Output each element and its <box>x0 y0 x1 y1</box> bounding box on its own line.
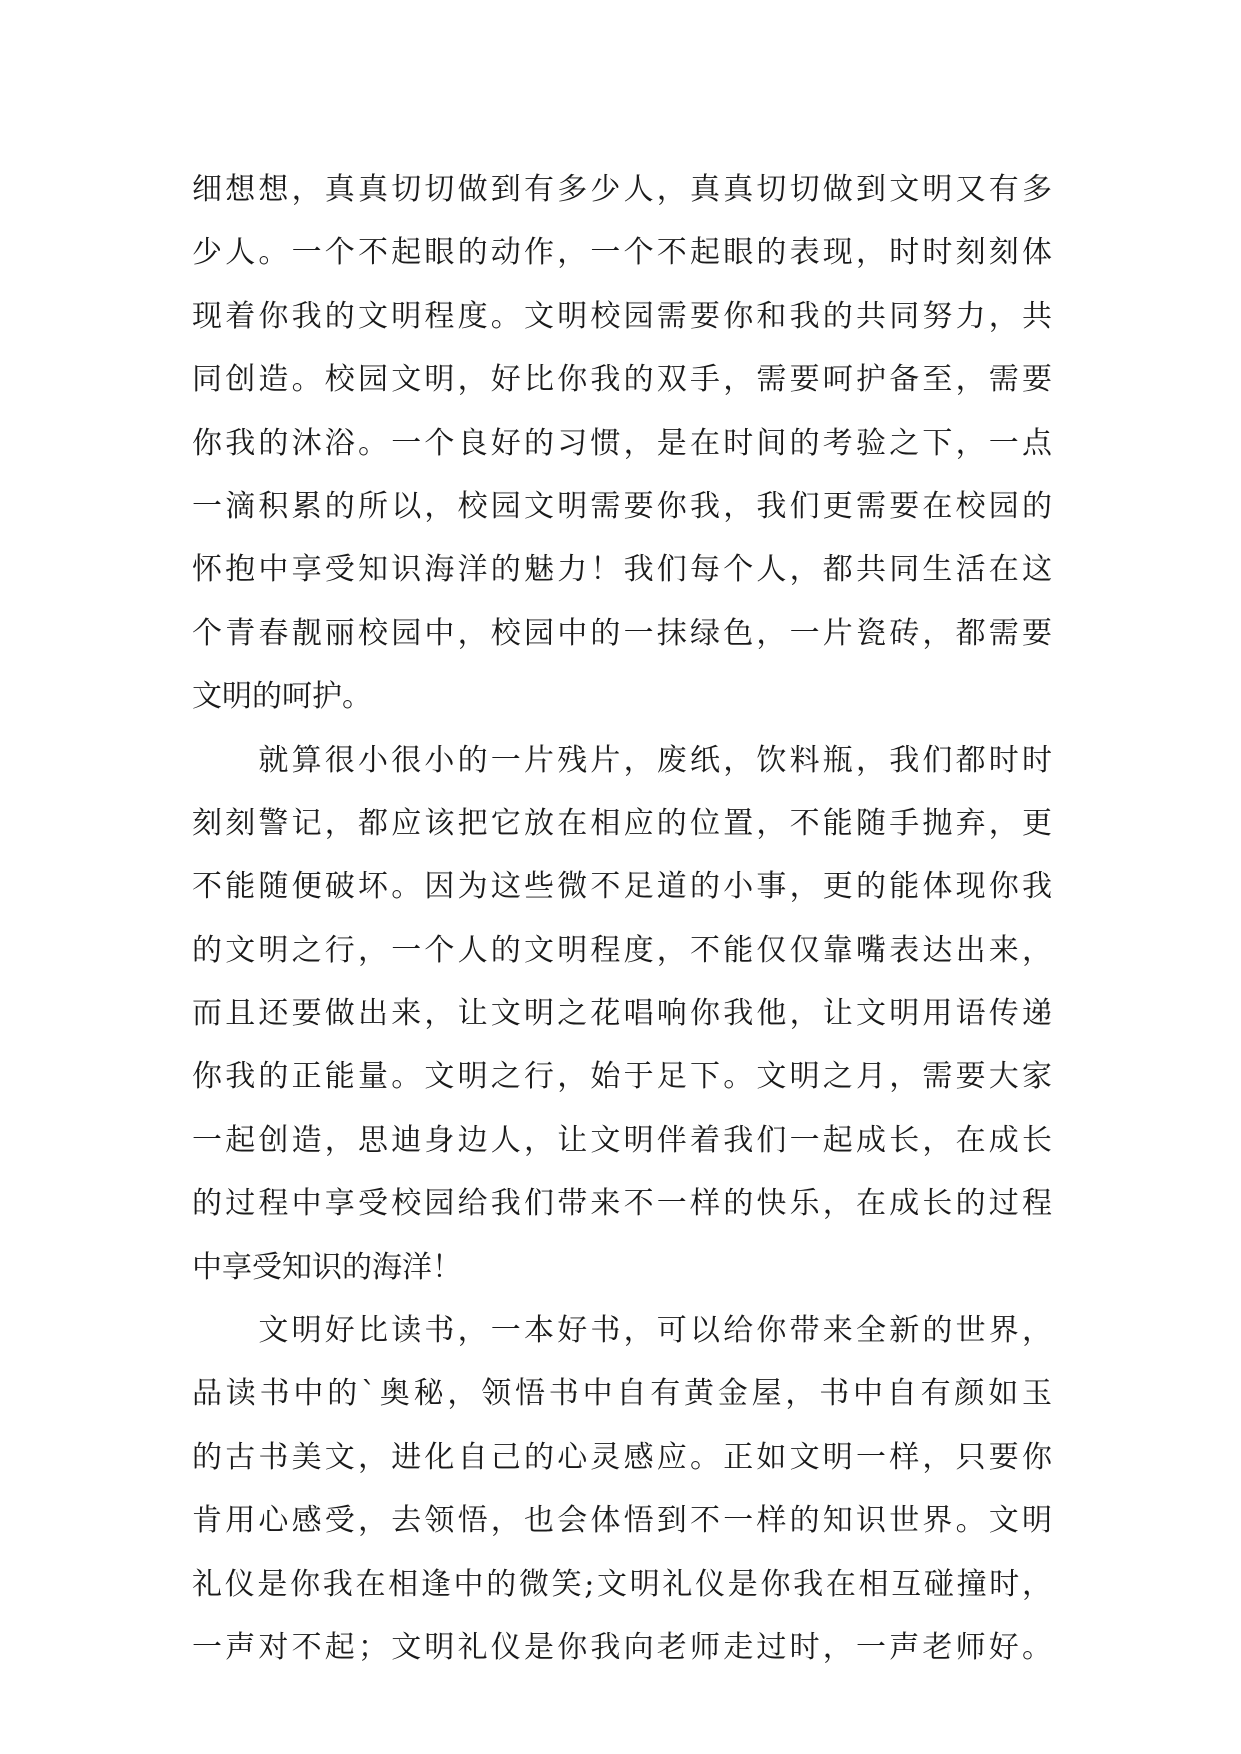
paragraph-2 <box>192 729 1052 1300</box>
text-line: 一滴积累的所以，校园文明需要你我，我们更需要在校园的 <box>192 488 1052 524</box>
text-line: 品读书中的`奥秘，领悟书中自有黄金屋，书中自有颜如玉 <box>192 1376 1052 1412</box>
text-line: 刻刻警记，都应该把它放在相应的位置，不能随手抛弃，更 <box>192 805 1052 841</box>
text-line: 就算很小很小的一片残片，废纸，饮料瓶，我们都时时 <box>192 742 1052 778</box>
text-line: 不能随便破坏。因为这些微不足道的小事，更的能体现你我 <box>192 869 1052 905</box>
text-line: 个青春靓丽校园中，校园中的一抹绿色，一片瓷砖，都需要 <box>192 615 1052 651</box>
text-line: 中享受知识的海洋！ <box>192 1249 462 1285</box>
text-line: 现着你我的文明程度。文明校园需要你和我的共同努力，共 <box>192 298 1052 334</box>
text-line: 怀抱中享受知识海洋的魅力！我们每个人，都共同生活在这 <box>192 552 1052 588</box>
text-line: 细想想，真真切切做到有多少人，真真切切做到文明又有多 <box>192 172 1052 207</box>
text-line: 而且还要做出来，让文明之花唱响你我他，让文明用语传递 <box>192 996 1052 1032</box>
paragraph-3 <box>192 1299 1052 1679</box>
text-line: 少人。一个不起眼的动作，一个不起眼的表现，时时刻刻体 <box>192 235 1052 271</box>
document-body <box>192 158 1052 1679</box>
text-line: 的古书美文，进化自己的心灵感应。正如文明一样，只要你 <box>192 1439 1052 1475</box>
text-line: 文明好比读书，一本好书，可以给你带来全新的世界， <box>192 1313 1052 1349</box>
text-line: 一声对不起；文明礼仪是你我向老师走过时，一声老师好。 <box>192 1629 1052 1665</box>
text-line: 的过程中享受校园给我们带来不一样的快乐，在成长的过程 <box>192 1186 1052 1222</box>
text-line: 同创造。校园文明，好比你我的双手，需要呵护备至，需要 <box>192 362 1052 398</box>
text-line: 一起创造，思迪身边人，让文明伴着我们一起成长，在成长 <box>192 1122 1052 1158</box>
paragraph-1 <box>192 158 1052 729</box>
text-line: 的文明之行，一个人的文明程度，不能仅仅靠嘴表达出来， <box>192 932 1052 968</box>
text-line: 礼仪是你我在相逢中的微笑;文明礼仪是你我在相互碰撞时， <box>192 1566 1052 1602</box>
text-line: 你我的沐浴。一个良好的习惯，是在时间的考验之下，一点 <box>192 425 1052 461</box>
text-line: 你我的正能量。文明之行，始于足下。文明之月，需要大家 <box>192 1059 1052 1095</box>
text-line: 肯用心感受，去领悟，也会体悟到不一样的知识世界。文明 <box>192 1503 1052 1539</box>
text-line: 文明的呵护。 <box>192 679 372 715</box>
